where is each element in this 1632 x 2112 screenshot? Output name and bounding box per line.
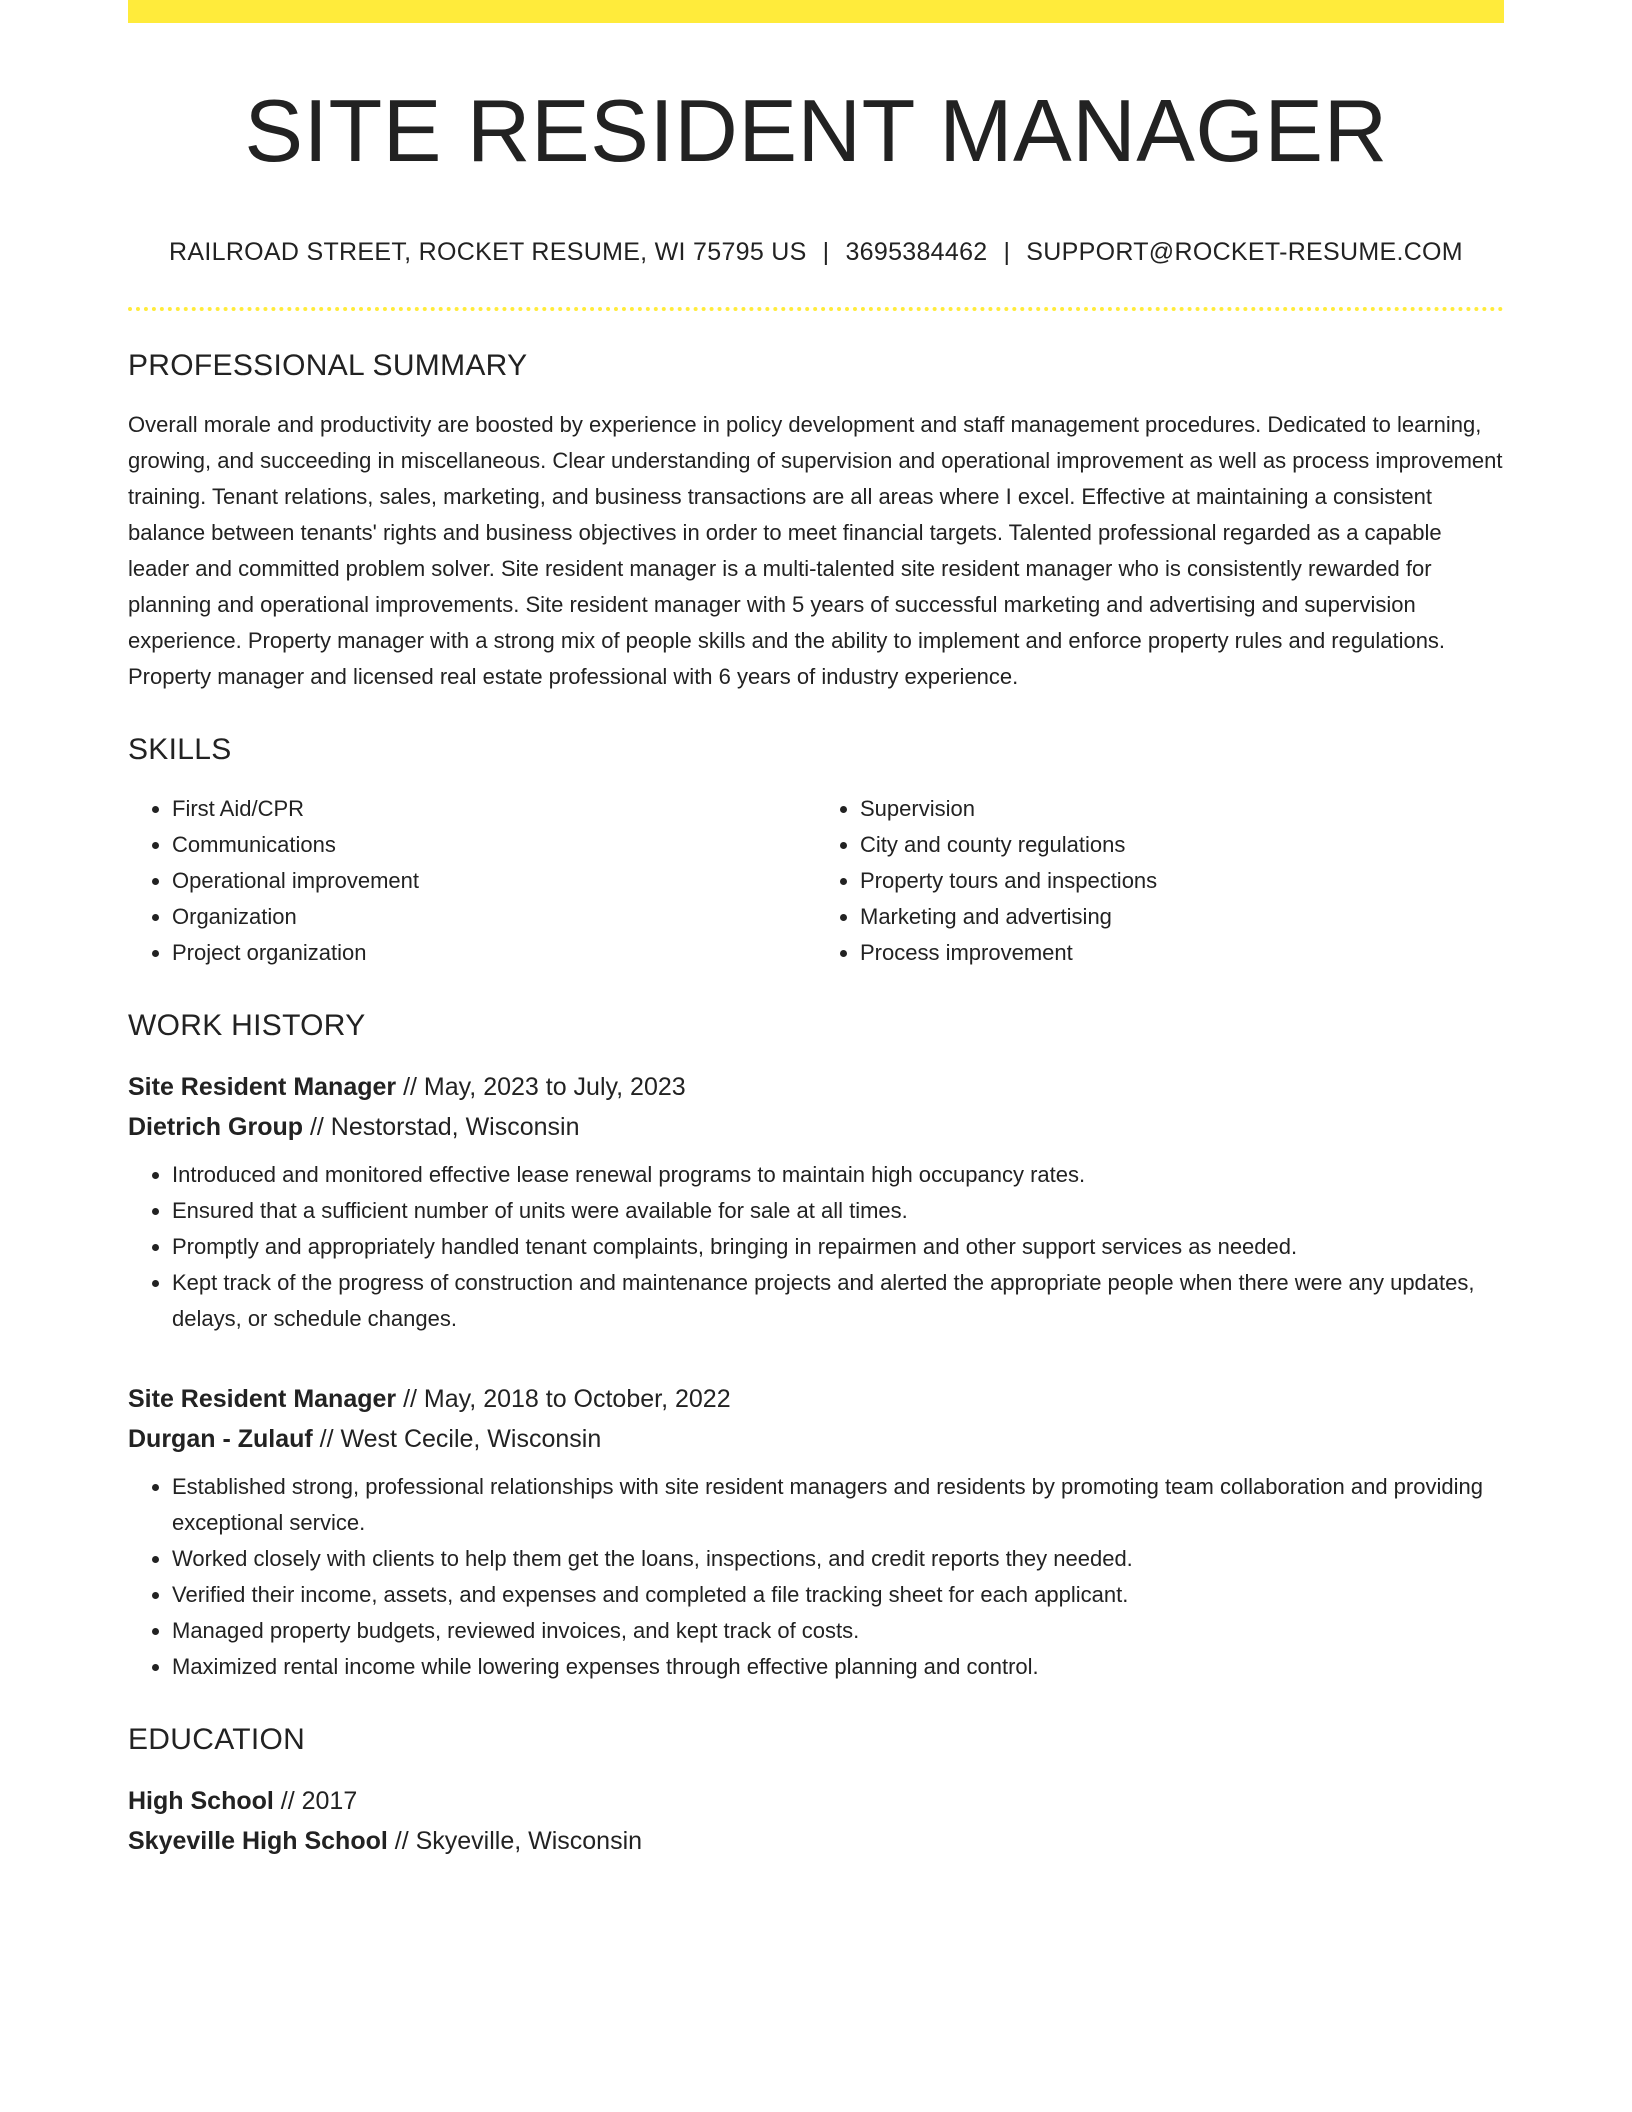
job-duty: • Promptly and appropriately handled tenant complaints, bringing in repairmen and other support services as needed.	[172, 1229, 1504, 1265]
work-history-heading: WORK HISTORY	[128, 1008, 366, 1042]
job-title-line	[128, 1379, 1504, 1419]
skill-item: • Organization	[172, 899, 816, 935]
job-dates: // May, 2018 to October, 2022	[396, 1384, 731, 1413]
job-duty: • Maximized rental income while lowering expenses through effective planning and control.	[172, 1649, 1504, 1685]
contact-email: SUPPORT@ROCKET-RESUME.COM	[1026, 237, 1463, 266]
skill-item: • Process improvement	[860, 935, 1504, 971]
contact-address: RAILROAD STREET, ROCKET RESUME, WI 75795 US	[169, 237, 807, 266]
education-heading: EDUCATION	[128, 1722, 306, 1756]
summary-text: Overall morale and productivity are boosted by experience in policy development and staff management procedures. Dedicated to learning, growing, and succeeding in miscellaneous. Clear understanding of supervision and operational improvement as well as process improvement training. Tenant relations, sales, marketing, and business transactions are all areas where I excel. Effective at maintaining a consistent balance between tenants' rights and business objectives in order to meet financial targets. Talented professional regarded as a capable leader and committed problem solver. Site resident manager is a multi-talented site resident manager who is consistently rewarded for planning and operational improvements. Site resident manager with 5 years of successful marketing and advertising and supervision experience. Property manager with a strong mix of people skills and the ability to implement and enforce property rules and regulations. Property manager and licensed real estate professional with 6 years of industry experience.	[128, 411, 1503, 689]
job-duty: • Managed property budgets, reviewed invoices, and kept track of costs.	[172, 1613, 1504, 1649]
skills-right-list	[816, 791, 1504, 971]
skill-item: • Property tours and inspections	[860, 863, 1504, 899]
job-location: // Nestorstad, Wisconsin	[303, 1112, 580, 1141]
resume-page	[128, 0, 1504, 1861]
skill-item: • Operational improvement	[172, 863, 816, 899]
education-school-line	[128, 1821, 1504, 1861]
skills-columns	[128, 791, 1504, 971]
skill-item: • Project organization	[172, 935, 816, 971]
education-school: Skyeville High School	[128, 1826, 388, 1855]
education-degree-line	[128, 1781, 1504, 1821]
job-duty: • Verified their income, assets, and expenses and completed a file tracking sheet for each applicant.	[172, 1577, 1504, 1613]
job-company-line	[128, 1419, 1504, 1459]
resume-title: SITE RESIDENT MANAGER	[244, 81, 1388, 180]
skill-item: • Supervision	[860, 791, 1504, 827]
summary-heading: PROFESSIONAL SUMMARY	[128, 348, 528, 382]
education-degree: High School	[128, 1786, 274, 1815]
dotted-divider	[128, 307, 1504, 311]
job-duties-list	[128, 1157, 1504, 1337]
job-entry	[128, 1379, 1504, 1685]
job-duty: • Ensured that a sufficient number of units were available for sale at all times.	[172, 1193, 1504, 1229]
job-duty: • Kept track of the progress of construction and maintenance projects and alerted the appropriate people when there were any updates, delays, or schedule changes.	[172, 1265, 1504, 1337]
skills-left-list	[128, 791, 816, 971]
skill-item: • Communications	[172, 827, 816, 863]
job-company: Durgan - Zulauf	[128, 1424, 313, 1453]
job-duties-list	[128, 1469, 1504, 1685]
job-company: Dietrich Group	[128, 1112, 304, 1141]
summary-section	[128, 349, 1504, 695]
job-location: // West Cecile, Wisconsin	[312, 1424, 602, 1453]
skill-item: • City and county regulations	[860, 827, 1504, 863]
contact-line	[128, 238, 1504, 267]
contact-separator: |	[822, 237, 830, 266]
job-company-line	[128, 1107, 1504, 1147]
contact-separator: |	[1003, 237, 1011, 266]
work-history-section	[128, 1009, 1504, 1685]
job-title: Site Resident Manager	[128, 1384, 397, 1413]
job-duty: • Introduced and monitored effective lease renewal programs to maintain high occupancy rates.	[172, 1157, 1504, 1193]
job-duty: • Worked closely with clients to help them get the loans, inspections, and credit reports they needed.	[172, 1541, 1504, 1577]
accent-bar	[128, 0, 1504, 23]
skills-heading: SKILLS	[128, 732, 232, 766]
contact-phone: 3695384462	[845, 237, 988, 266]
education-location: // Skyeville, Wisconsin	[387, 1826, 643, 1855]
education-year: // 2017	[273, 1786, 358, 1815]
skill-item: • Marketing and advertising	[860, 899, 1504, 935]
job-title: Site Resident Manager	[128, 1072, 397, 1101]
job-title-line	[128, 1067, 1504, 1107]
job-entry	[128, 1067, 1504, 1337]
job-duty: • Established strong, professional relationships with site resident managers and residents by promoting team collaboration and providing exceptional service.	[172, 1469, 1504, 1541]
education-section	[128, 1723, 1504, 1861]
skills-section	[128, 733, 1504, 971]
job-dates: // May, 2023 to July, 2023	[396, 1072, 686, 1101]
skill-item: • First Aid/CPR	[172, 791, 816, 827]
